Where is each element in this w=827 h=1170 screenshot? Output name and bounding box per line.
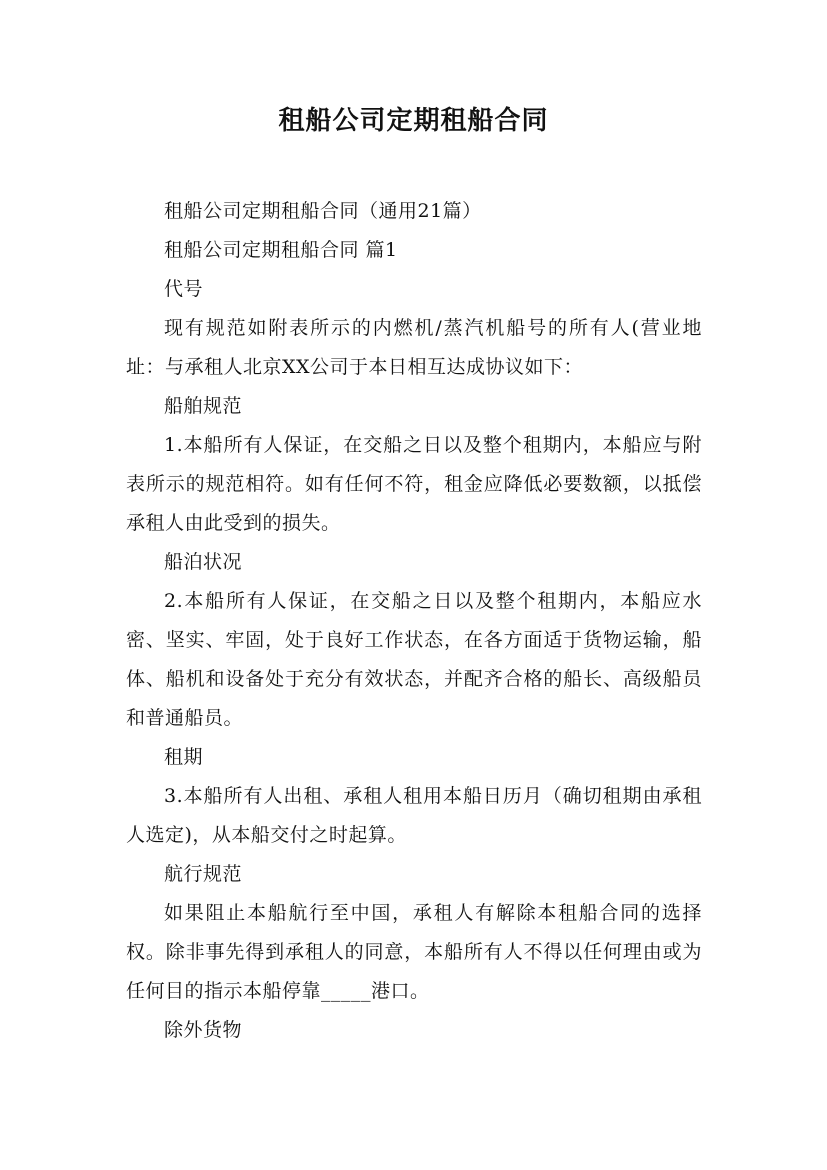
paragraph-subtitle: 租船公司定期租船合同（通用21篇） [164, 200, 482, 222]
clause-navigation: 如果阻止本船航行至中国，承租人有解除本租船合同的选择权。除非事先得到承租人的同意，本船所有人不得以任何理由或为任何目的指示本船停靠_____港口。 [126, 902, 702, 1002]
clause-1: 1.本船所有人保证，在交船之日以及整个租期内，本船应与附表所示的规范相符。如有任何不符，租金应降低必要数额，以抵偿承租人由此受到的损失。 [126, 434, 702, 534]
paragraph-section-heading: 租船公司定期租船合同 篇1 [164, 239, 398, 261]
heading-ship-condition: 船泊状况 [164, 551, 243, 573]
paragraph-code-label: 代号 [164, 278, 204, 300]
clause-3: 3.本船所有人出租、承租人租用本船日历月（确切租期由承租人选定)，从本船交付之时起算。 [126, 785, 702, 846]
heading-charter-period: 租期 [164, 746, 204, 768]
heading-navigation-rules: 航行规范 [164, 863, 243, 885]
heading-excluded-cargo: 除外货物 [164, 1019, 243, 1041]
document-title: 租船公司定期租船合同 [278, 106, 549, 136]
clause-2: 2.本船所有人保证，在交船之日以及整个租期内，本船应水密、坚实、牢固，处于良好工作状态，在各方面适于货物运输，船体、船机和设备处于充分有效状态，并配齐合格的船长、高级船员和普通船员。 [126, 590, 702, 729]
document-body [126, 192, 702, 1050]
heading-ship-specs: 船舶规范 [164, 395, 243, 417]
paragraph-intro: 现有规范如附表所示的内燃机/蒸汽机船号的所有人(营业地址：与承租人北京XX公司于本日相互达成协议如下： [126, 317, 702, 378]
